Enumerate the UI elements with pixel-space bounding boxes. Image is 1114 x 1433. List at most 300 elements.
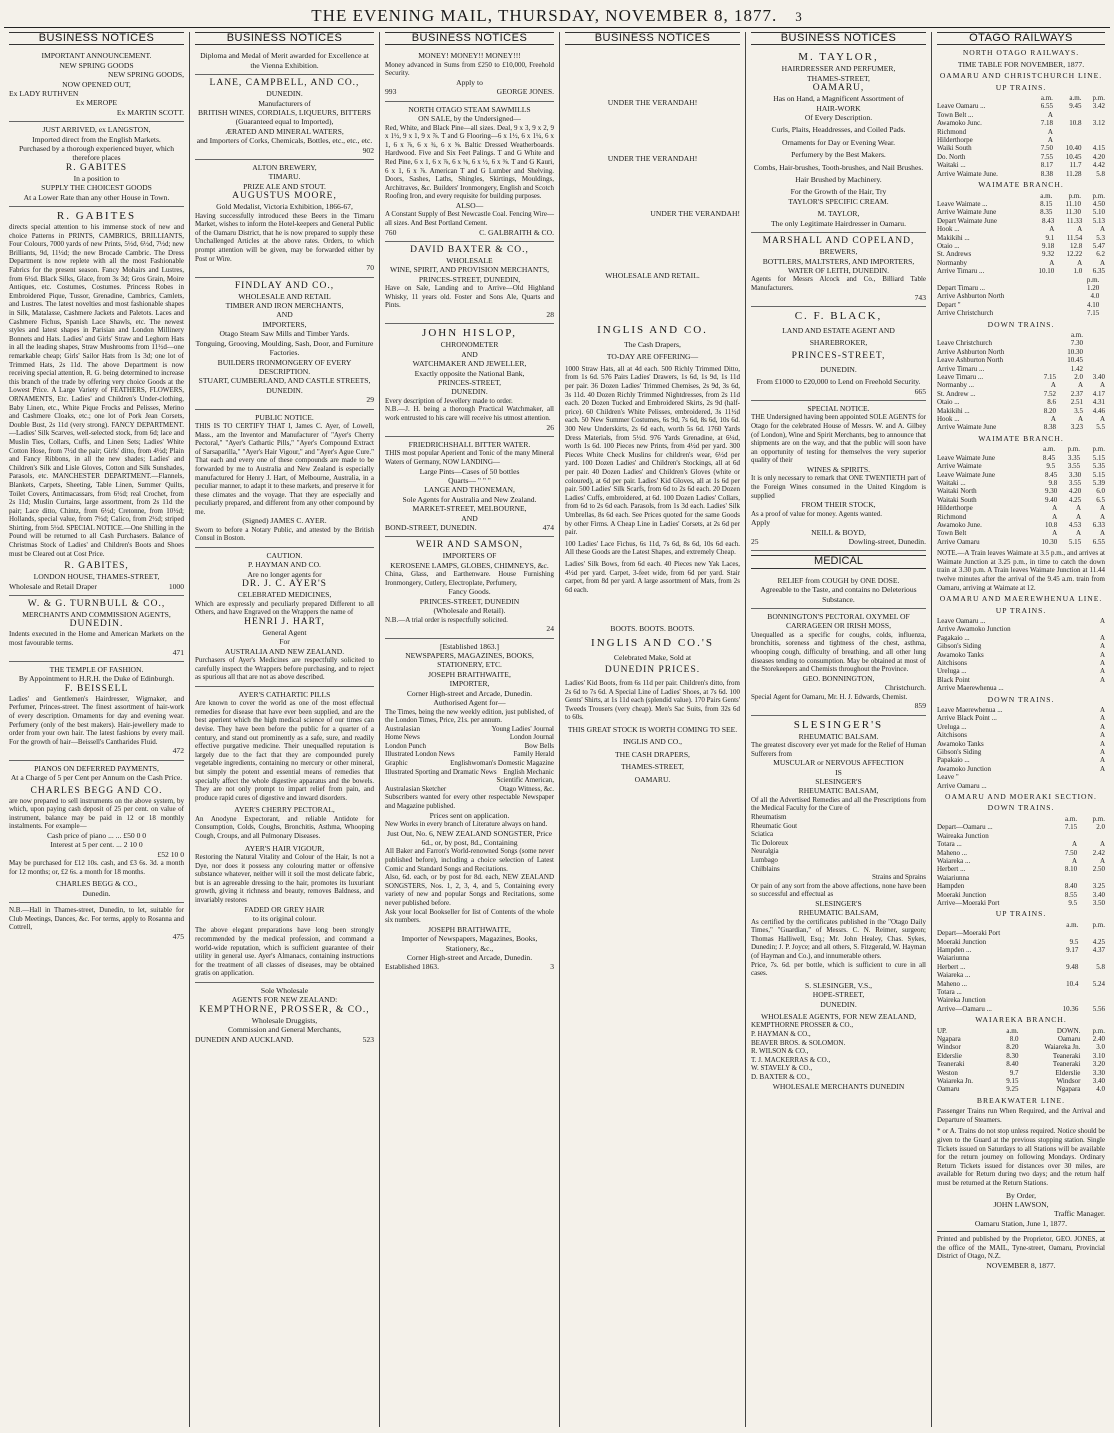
timetable-station: Leave Oamaru ... [937,616,986,625]
timetable-time: Teaneraki [1052,1051,1081,1060]
timetable-time: 6.55 [1040,102,1053,111]
ad-name: MARSHALL AND COPELAND, [762,236,915,247]
ad-number: 760 [385,227,397,237]
ad-body: Indents executed in the Home and American Markets on the most favourable terms. [9,630,184,648]
ad-body: directs special attention to his immense stock of new and choice Patterns in PRINTS, CAMBRICS, BRILLIANTS, Four Colours, 7000 yards of new Prints, 5½d, 6½d, 7½d; new Brilliants, 9d, 11½d; the new Brocade Cambric. The Dress Department is now replete with all the most Fashionable Fabrics for the present season. Fancy Mohairs and Lustres, from 6½d. Black Silks, Glace, from 3s 3d; Gros Grain, Moire Antiques, etc. Costumes, Costumes. Princess Robes in Embroidered Pique, Tussor, Grenadine, Cambrics, Camlets, and Lustres. The latest novelties and most fashionable shapes in Silk, Matalasse, Cashmere Jackets and Paletots. Laces and Cashmere Fichus, Spanish Lace Shawls, etc. The newest styles and latest shapes in Parisian and London Millinery Bonnets and Hats. Ladies' and Girls' Straw and Leghorn Hats in all the leading shapes, Straw Mushrooms from 11½d—one remarkable cheap; Girls' Sailor Hats from 1s 3d; one lot of Trimmed Hats, 2s 11d. The above Department is now receiving special attention, R. G. being determined to increase this branch of the trade by offering very choice Goods at the Lowest Price. A Large Variety of FEATHERS, FLOWERS, ORNAMENTS, Etc. Ladies' and Children's Under-clothing, Baby Linen, etc., White Pique Frocks and Pelisses, Merino and Cashmere Cloaks, etc.; one lot of Pork Jean Corsets, Double Bust, 2s 11d (very strong). FANCY DEPARTMENT.—Ladies' Silk Scarves, well-selected stock, from 6d; lace and Muslin Ties, Collars, Cuffs, and Linen Sets; Ladies' White Cotton Hose, from 7½d the pair; Girls' ditto, from 4½d; Plain and Fancy Ribbons, in all the new shades; Ladies' and Children's Silk and Lisle Gloves, Cotton and Silk Sunshades, Parasols, etc. MANCHESTER DEPARTMENT.—Flannels, Blankets, Carpets, Sheeting, Table Linen, Summer Quilts, Toilet Covers, Antimacassars, from 6½d; real Crochet, from 2s 11d; Muslin Curtains, large assortment, from 2s 11d the pair; Lace ditto, Chintz, from 6½d; Cretonne, from 10½d; Hollands, special value, from 7½d; Calico, from 2½d; striped Shirting, from 5½d. SPECIAL NOTICE.—One Shilling in the Pound will be returned to all Cash Purchasers. Balance of Christmas Stock of Ladies' and Children's Boots and Shoes must be Cleared out at Cost Price. [9,223,184,558]
ad-line: WHOLESALE AND RETAIL [238,291,331,301]
timetable-row [937,929,1105,937]
ad-body: From £1000 to £20,000 to Lend on Freehold Security. [756,377,921,387]
timetable-time: 10.45 [1067,356,1083,365]
ad-body: The greatest discovery ever yet made for the Relief of Human Sufferers from [751,740,926,758]
column-6 [932,32,1110,1427]
timetable-row [937,971,1105,979]
timetable-time: 10.40 [1065,144,1082,153]
ad-line: Corner High-street and Arcade, Dunedin. [406,688,533,698]
ad-signature: THAMES-STREET, [621,762,684,772]
timetable-time: 10.45 [1065,152,1082,161]
timetable-time: 8.40 [1006,1060,1019,1069]
ad-number: 902 [362,145,374,155]
list-item-left: Illustrated London News [385,750,455,759]
timetable-time: A [1072,856,1078,865]
ad-body: Having successfully introduced these Beers in the Timaru Market, wishes to inform the Hotel-keepers and General Public of the Oamaru District, that he is now prepared to supply these Unchallenged Articles at the above rates. Orders, to which prompt attention will be given, may be forwarded either by Post or Wire. [195,211,374,263]
ad-title: CAUTION. [266,551,303,561]
timetable-time: 4.20 [1068,487,1082,496]
timetable-time: 12.22 [1066,250,1083,259]
ad-signature: LONDON HOUSE, THAMES-STREET, [33,572,160,582]
list-item [385,725,554,734]
timetable-row [937,676,1105,684]
timetable-time: 9.8 [1048,478,1058,487]
timetable-row [937,946,1105,954]
timetable-time: 4.10 [1087,300,1100,309]
direction-heading: DOWN TRAINS. [987,319,1055,329]
list-item-right: Bow Bells [524,741,554,750]
timetable-time: 11.33 [1066,216,1083,225]
timetable-station: Leave Timaru ... [937,373,984,382]
ad-title: FRIEDRICHSHALL BITTER WATER. [408,440,531,449]
ad-line: AND [461,513,478,523]
timetable-time: 3.0 [1096,1043,1105,1052]
timetable-time [1046,954,1078,962]
timetable-row [937,529,1105,537]
ad-slesinger [751,716,926,1096]
ad-line: Otago Steam Saw Mills and Timber Yards. [219,329,350,339]
ad-pianos [9,761,184,903]
line-heading: OAMARU AND CHRISTCHURCH LINE. [939,71,1103,81]
ad-lane-campbell [195,75,374,160]
timetable-row [937,208,1105,216]
timetable-time [1034,331,1056,339]
timetable-time: 5.5 [1096,423,1105,432]
timetable-station: Depart Waimate June [937,216,997,225]
timetable-time: A [1099,748,1105,757]
timetable-time: A [1099,658,1105,667]
timetable-time [1050,832,1078,840]
list-item: Sciatica [751,830,774,839]
timetable-time: p.m. [1067,445,1081,454]
ad-line: FROM THEIR STOCK, [801,500,876,510]
timetable-time: 2.37 [1070,389,1083,398]
timetable-row [937,170,1105,178]
timetable-time: 11.10 [1065,199,1082,208]
ad-line: Has on Hand, a Magnificent Assortment of [773,94,904,104]
ad-line: Hair Brushed by Machinery. [795,175,882,185]
ad-name: JOHN HISLOP, [422,327,517,340]
boots-heading: BOOTS. BOOTS. BOOTS. [610,624,695,634]
timetable-time: a.m. [1006,1026,1019,1035]
timetable [937,94,1105,178]
timetable-station [937,94,1030,102]
ad-title: AYER'S CHERRY PECTORAL, [234,805,335,815]
timetable-station: Waitaki ... [937,161,966,170]
timetable-time: 2.0 [1074,373,1083,382]
timetable-time: 6.2 [1096,250,1105,259]
timetable-row [937,891,1105,899]
timetable-station: Arrive Ashburton North [937,292,1005,301]
ad-line: CELEBRATED MEDICINES, [237,590,332,600]
ad-line: Ex MEROPE [75,98,118,108]
ad-name: SLESINGER'S [793,718,884,731]
section-heading: NORTH OTAGO RAILWAYS. [962,48,1080,58]
timetable-row [937,301,1105,309]
timetable-time: 8.6 [1047,398,1056,407]
ad-body: A Constant Supply of Best Newcastle Coal. Fencing Wire—all sizes. And Best Portland Cement. [385,210,554,227]
ad-line: JUST ARRIVED, ex LANGSTON, [42,125,151,135]
timetable-station: Waiareka ... [937,971,971,980]
timetable-station: Maheno ... [937,848,967,857]
timetable-time: 3.35 [1067,453,1081,462]
timetable-time: 1.42 [1070,364,1083,373]
timetable-row [937,423,1105,431]
ad-place: DUNEDIN AND AUCKLAND. [195,1034,294,1044]
timetable-station: Depart—Moeraki Port [937,929,1001,938]
ad-hall [9,903,184,945]
timetable-row [937,988,1105,996]
timetable-time: 4.37 [1092,945,1105,954]
column-heading: OTAGO RAILWAYS [937,32,1105,45]
ad-caution [195,548,374,687]
ad-title: NORTH OTAGO STEAM SAWMILLS [408,104,531,114]
columns [4,32,1110,1427]
timetable-note: NOTE.—A Train leaves Waimate at 3.5 p.m., and arrives at Waimate Junction at 3.25 p.m., in time to catch the down train at 3.30 p.m. A Train leaves Waimate Junction at 11.44 twelve minutes after the arrival of the 9.45 a.m. train from Oamaru, arriving at Waimate at 12. [937,549,1105,592]
timetable-station: Town Belt [937,529,967,538]
timetable-station: Waitaki North [937,487,977,496]
timetable-time: 4.42 [1092,161,1105,170]
timetable-station: UP. [937,1026,947,1035]
ad-number: 70 [366,263,374,273]
timetable-time: A [1099,633,1105,642]
timetable-time: A [1047,127,1053,136]
timetable-time: A [1076,512,1082,521]
timetable-time: 7.50 [1040,144,1053,153]
timetable-station: Arrive Black Point ... [937,714,997,723]
timetable-time [1083,356,1105,364]
page-number: 3 [795,9,803,24]
timetable-time: 7.15 [1064,823,1078,832]
timetable-time [1077,874,1105,882]
ad-body: Or pain of any sort from the above affections, none have been so successful and effectual as [751,881,926,899]
timetable-row [937,454,1105,462]
ad-signature: INGLIS AND CO., [622,737,683,747]
ad-line: Gold Medalist, Victoria Exhibition, 1866-67, [216,202,353,212]
timetable-time: 3.25 [1092,882,1105,891]
timetable-time: 2.0 [1096,823,1105,832]
timetable-row [937,938,1105,946]
timetable-time [1083,339,1105,347]
ad-body: Agents for Messrs Alcock and Co., Billiard Table Manufacturers. [751,275,926,292]
branch-heading: WAIAREKA BRANCH. [975,1015,1067,1025]
column-heading: BUSINESS NOTICES [195,32,374,45]
ad-ayer-pills [195,687,374,983]
ad-name: DAVID BAXTER & CO., [410,244,529,255]
column-3 [380,32,560,1427]
timetable-time: 5.13 [1092,216,1105,225]
timetable-row [937,832,1105,840]
timetable-time: p.m. [1092,445,1105,454]
timetable-time: 6.35 [1092,267,1105,276]
timetable-time [1046,929,1078,937]
timetable-time: 4.25 [1068,495,1082,504]
timetable-station: Black Point [937,675,970,684]
timetable-time: 8.45 [1042,453,1056,462]
timetable-time: 2.51 [1070,398,1083,407]
timetable-station: Aitchisons [937,658,967,667]
timetable-time: 4.0 [1096,1085,1105,1094]
ad-line: Tonguing, Grooving, Moulding, Sash, Door, and Furniture Factories. [195,338,374,358]
timetable-station [937,921,1046,929]
timetable-note: * or A. Trains do not stop unless required. Notice should be given to the Guard at the previous stopping station. Single Tickets issued on Saturdays to all Stations will be available for the return journey on following Mondays. Ordinary Return Tickets issued for distances over 30 miles, are available for Return during two days; and the return half must be returned at the Return Stations. [937,1127,1105,1188]
timetable-station: Depart Timaru ... [937,283,986,292]
list-item-right: Young Ladies' Journal [491,724,554,733]
timetable-row [937,617,1105,625]
timetable-row [937,94,1105,102]
list-item-left: Graphic [385,759,408,768]
timetable-station: Leave Christchurch [937,339,993,348]
list-item: D. BAXTER & CO., [751,1073,810,1082]
timetable-station: St. Andrews [937,250,972,259]
timetable-time: A [1099,258,1105,267]
timetable-station: Waiareka Jn. [937,1077,973,1086]
ad-line: HENRI J. HART, [244,616,325,627]
timetable [937,445,1105,470]
ad-body: Diploma and Medal of Merit awarded for Excellence at the Vienna Exhibition. [200,51,369,70]
timetable-time: A [1050,415,1056,424]
ad-line: [Established 1863.] [439,641,500,651]
timetable-time: 11.7 [1069,161,1082,170]
timetable-row [937,267,1105,275]
timetable [937,617,1105,693]
timetable-time: 12.8 [1069,241,1083,250]
timetable-time: 3.42 [1092,102,1105,111]
ad-name: LANE, CAMPBELL, AND CO., [209,78,360,89]
ad-line: SLESINGER'S [815,898,862,908]
ad-body: Restoring the Natural Vitality and Colour of the Hair, Is not a Dye, nor does it possess any colouring matter or offensive substance whatever, neither will it soil the most delicate fabric, but is an agreeable dressing to the hair, promotes its luxuriant growth, giving it richness and beauty, removes Baldness, and invariably restores [195,853,374,904]
ad-body: Also, 6d. each, or by post for 8d. each, NEW ZEALAND SONGSTERS, Nos. 1, 2, 3, 4, and 5, Containing every variety of new and popular Songs and Recitations, some never published before. [385,873,554,907]
ad-body: Ladies' and Gentlemen's Hairdresser, Wigmaker, and Perfumer, Princes-street. The finest assortment of hair-work of every description. Ornaments for day and evening wear. Perfumery (only of the best makers). Hair-jewellery made to order from your own hair. The latest fashions by every mail. For the growth of hair—Beissell's Cantharides Fluid. [9,694,184,746]
timetable-row [937,865,1105,873]
timetable-time: 11.28 [1065,169,1082,178]
timetable-time [1081,128,1105,136]
ad-body: Of all the Advertised Remedies and all the Prescriptions from the Medical Faculty for the Cure of [751,795,926,813]
ad-line: THAMES-STREET, [807,73,870,83]
timetable-time [1034,348,1056,356]
timetable-time: A [1049,225,1055,234]
list-item [385,750,554,759]
ad-line: By Appointment to H.R.H. the Duke of Edinburgh. [18,674,175,684]
timetable-time [1083,365,1105,373]
list-item: T. J. MACKERRAS & CO., [751,1055,831,1064]
timetable-time: Waiareka Jn. [1044,1043,1081,1052]
ad-line: Quarts— " " " [448,476,491,485]
ad-signature: Importer of Newspapers, Magazines, Books, Stationery, &c., [401,934,538,953]
list-item [385,759,554,768]
timetable-time: 11.54 [1066,233,1083,242]
timetable-row [937,706,1105,714]
list-item: Neuralgia [751,847,779,856]
ad-line: WATCHMAKER AND JEWELLER, [412,359,527,369]
timetable-row [937,1077,1105,1085]
ad-line: IS [835,767,842,777]
timetable-row [937,748,1105,756]
timetable-time: 10.36 [1062,1004,1079,1013]
timetable-time: A [1099,840,1105,849]
timetable-time: 5.15 [1068,537,1082,546]
timetable-row [937,1005,1105,1013]
timetable-time: A [1052,529,1058,538]
timetable-time: 8.15 [1040,199,1053,208]
ad-alton-brewery [195,160,374,278]
timetable-time: A [1099,650,1105,659]
ad-number: 26 [546,422,554,432]
timetable-row [937,756,1105,764]
timetable-time: 5.39 [1092,478,1105,487]
list-item-right: Otago Witness, &c. [499,784,554,793]
timetable-row [937,339,1105,347]
timetable-time: 3.40 [1092,373,1105,382]
timetable-time: 3.30 [1092,1068,1105,1077]
timetable-row [937,309,1105,317]
ad-line: WATER OF LEITH, DUNEDIN. [787,265,890,275]
timetable-row [937,1035,1105,1043]
timetable-row [937,276,1105,284]
ad-number: 859 [914,701,926,711]
ad-weir-samson [385,537,554,638]
timetable-station: Moeraki Junction [937,937,987,946]
ad-number: 29 [366,395,374,405]
timetable-time: A [1050,381,1056,390]
inglis-heading: INGLIS AND CO. [597,324,708,337]
timetable-time [1081,136,1105,144]
timetable-row [937,1052,1105,1060]
list-item-right: Scientific American, [496,776,554,785]
timetable-time: p.m. [1068,191,1082,200]
timetable-station: Arrive Ashburton North [937,347,1005,356]
timetable-time: 8.45 [1044,470,1058,479]
ad-line: AGENTS FOR NEW ZEALAND: [231,995,338,1005]
timetable-row [937,225,1105,233]
timetable-time: 1.20 [1087,283,1100,292]
ad-line: NEW SPRING GOODS [59,60,134,70]
ad-title: IMPORTANT ANNOUNCEMENT. [41,51,152,61]
timetable-row [937,161,1105,169]
ad-body: An Anodyne Expectorant, and reliable Antidote for Consumption, Colds, Coughs, Bronchitis, Asthma, Whooping Cough, Croups, and all Pulmonary Diseases. [195,814,374,840]
ad-line: (Wholesale and Retail). [433,606,506,616]
ad-body: Sworn to before a Notary Public, and attested by the British Consul in Boston. [195,525,374,543]
list-item [385,785,554,794]
list-item-left: Illustrated Sporting and Dramatic News [385,767,497,776]
timetable-station: Hampden ... [937,945,972,954]
ad-line: Manufacturers of [258,98,311,108]
timetable-time: 9.17 [1066,945,1079,954]
timetable-time: p.m. [1092,814,1105,823]
timetable-row [937,963,1105,971]
list-item: Strains and Sprains [871,873,926,882]
ad-line: BOTTLERS, MALTSTERS, AND IMPORTERS, [762,256,915,266]
timetable-row [937,504,1105,512]
timetable-row [937,390,1105,398]
ad-marshall [751,233,926,307]
direction-heading: DOWN TRAINS. [987,694,1055,704]
timetable-time [1099,309,1105,317]
ad-body: Agreeable to the Taste, and contains no Deleterious Substance. [760,585,917,604]
timetable-station: Herbert ... [937,865,966,874]
ad-signature: JOSEPH BRAITHWAITE, [428,924,511,934]
timetable-station: Otaio ... [937,398,960,407]
timetable-time: A [1099,756,1105,765]
timetable-station: Ureluga ... [937,722,967,731]
ad-title: THE TEMPLE OF FASHION. [49,665,144,675]
timetable-time: p.m. [1086,275,1100,284]
ad-line: MERCHANTS AND COMMISSION AGENTS, [22,610,171,620]
ad-body: 100 Ladies' Lace Fichus, 6s 11d, 7s 6d, 8s 6d, 10s 6d each. All these Goods are the Latest Shapes, and extremely Cheap. [565,539,740,557]
ad-ayer-notice [195,410,374,549]
timetable-station: Leave Maerewhenua ... [937,706,1003,714]
ad-name: WEIR AND SAMSON, [415,540,524,551]
timetable-station [937,276,1064,284]
timetable-time [1053,136,1082,144]
ad-line: Sole Agents for Australia and New Zealand. [402,494,537,504]
timetable-row [937,667,1105,675]
ad-signature: GEORGE JONES. [496,87,554,97]
timetable-time: p.m. [1092,920,1105,929]
list-item-left: London Punch [385,741,427,750]
timetable-row [937,538,1105,546]
timetable-time: A [1099,675,1105,684]
ad-line: Interest at 5 per cent. ... 2 10 0 [50,840,143,850]
timetable-time: 10.10 [1038,267,1055,276]
timetable-row [937,153,1105,161]
timetable-row [937,373,1105,381]
timetable-station: Oamaru [937,1085,960,1094]
ad-line: SUPPLY THE CHOICEST GOODS [41,183,152,193]
column-heading: BUSINESS NOTICES [9,32,184,45]
ad-line: WINE, SPIRIT, AND PROVISION MERCHANTS, [389,265,550,275]
list-item: KEMPTHORNE PROSSER & CO., [751,1021,854,1030]
timetable-time: a.m. [1040,191,1053,200]
timetable-station: Makikihi ... [937,406,970,415]
timetable-time: A [1099,706,1105,714]
timetable-station [937,445,1031,453]
timetable-station: Leave Ashburton North [937,356,1004,365]
timetable-time: 2.42 [1092,848,1105,857]
timetable-station: Arrive Waimate June [937,208,997,217]
masthead [4,6,1110,28]
timetable-time: A [1099,616,1105,625]
timetable-row [937,356,1105,364]
ad-title: NEWSPAPERS, MAGAZINES, BOOKS, STATIONERY, ETC. [405,651,534,670]
timetable-station: Otaio ... [937,241,960,250]
timetable-row [937,1069,1105,1077]
timetable-row [937,634,1105,642]
ad-body: China, Glass, and Earthenware. House Furnishing Ironmongery, Cutlery, Electroplate, Perfumery, [385,570,554,587]
imprint: Printed and published by the Proprietor, GEO. JONES, at the office of the MAIL, Tyne-street, Oamaru, Provincial District of Otago, N.Z. [937,1231,1105,1261]
ad-body: THIS most popular Aperient and Tonic of the many Mineral Waters of Germany, NOW LANDING— [385,449,554,466]
ad-line: NOW OPENED OUT, [62,79,131,89]
timetable-row [937,684,1105,692]
column-heading: BUSINESS NOTICES [385,32,554,45]
timetable-time: 3.55 [1068,478,1082,487]
ad-line: Exactly opposite the National Bank, [414,368,525,378]
timetable-station: Leave " [937,773,959,782]
timetable-row [937,259,1105,267]
timetable-time: 4.31 [1092,398,1105,407]
timetable-time [1034,356,1056,364]
ad-title: RELIEF from COUGH by ONE DOSE. [777,575,900,585]
timetable-station: Richmond [937,127,967,136]
ad-line: STUART, CUMBERLAND, AND CASTLE STREETS, DUNEDIN. [198,376,371,395]
ad-line: Ex LADY RUTHVEN [9,89,79,99]
column-1 [4,32,190,1427]
